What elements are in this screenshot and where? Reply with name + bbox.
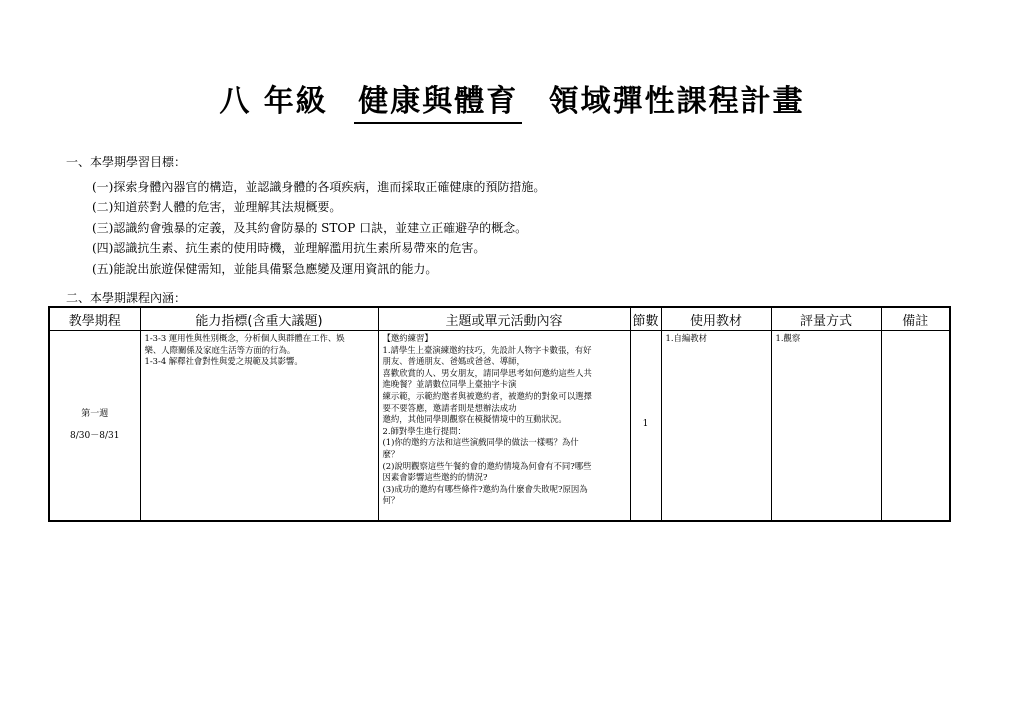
goal-item: (五)能說出旅遊保健需知，並能具備緊急應變及運用資訊的能力。 xyxy=(92,261,438,276)
sessions-cell: 1 xyxy=(630,331,661,521)
activity-line: 喜歡欣賞的人、男女朋友，請同學思考如何邀約這些人共 xyxy=(382,367,592,378)
goal-item: (四)認識抗生素、抗生素的使用時機，並理解濫用抗生素所易帶來的危害。 xyxy=(92,241,486,256)
activity-line: 練示範，示範約邀者與被邀約者，被邀約的對象可以選擇 xyxy=(382,390,592,401)
activity-line: 因素會影響這些邀約的情況? xyxy=(382,472,488,483)
header-assessment: 評量方式 xyxy=(771,307,881,331)
remarks-cell xyxy=(881,331,950,521)
page-title xyxy=(0,76,1024,124)
activity-line: 【邀約練習】 xyxy=(382,333,433,343)
section2-heading: 二、本學期課程內涵： xyxy=(66,291,187,305)
activity-line: 邀約，其他同學則觀察在模擬情境中的互動狀況。 xyxy=(382,414,567,425)
indicator-line: 1-3-4 解釋社會對性與愛之規範及其影響。 xyxy=(144,356,303,367)
indicator-line: 樂、人際關係及家庭生活等方面的行為。 xyxy=(144,344,296,355)
header-period: 教學期程 xyxy=(49,307,140,331)
activity-line: (3)成功的邀約有哪些條件?邀約為什麼會失敗呢?原因為 xyxy=(382,483,588,494)
activity-line: 進晚餐？並請數位同學上臺抽字卡演 xyxy=(382,379,517,390)
week-label: 第一週 xyxy=(81,409,109,420)
activity-line: 要不要答應，邀請者則是想辦法成功 xyxy=(382,402,517,413)
header-materials: 使用教材 xyxy=(661,307,771,331)
goal-item: (三)認識約會強暴的定義，及其約會防暴的 STOP 口訣，並建立正確避孕的概念。 xyxy=(92,220,528,235)
activity-line: 1.請學生上臺演練邀約技巧，先設計人物字卡數張，有好 xyxy=(382,344,592,355)
activity-line: 麼？ xyxy=(382,448,400,459)
indicators-cell xyxy=(140,331,378,521)
learning-goals-list xyxy=(92,177,545,279)
period-cell xyxy=(49,331,140,521)
header-activities: 主題或單元活動內容 xyxy=(378,307,630,331)
table-row xyxy=(49,331,950,521)
assessment-cell: 1.觀察 xyxy=(771,331,881,521)
goal-item: (二)知道菸對人體的危害，並理解其法規概要。 xyxy=(92,200,342,215)
activity-line: 2.師對學生進行提問： xyxy=(382,425,466,436)
header-indicators: 能力指標(含重大議題) xyxy=(140,307,378,331)
title-suffix: 領域彈性課程計畫 xyxy=(548,84,805,119)
activity-line: 何？ xyxy=(382,495,400,506)
header-remarks: 備註 xyxy=(881,307,950,331)
table-header-row xyxy=(49,307,950,331)
title-subject: 健康與體育 xyxy=(354,76,522,124)
materials-cell: 1.自編教材 xyxy=(661,331,771,521)
activity-line: 朋友、普通朋友、爸媽或爸爸、導師， xyxy=(382,356,525,367)
curriculum-table xyxy=(48,306,951,522)
title-grade: 八 年級 xyxy=(219,84,328,119)
header-sessions: 節數 xyxy=(630,307,661,331)
activity-line: (2)說明觀察這些午餐約會的邀約情境為何會有不同?哪些 xyxy=(382,460,592,471)
indicator-line: 1-3-3 運用性與性別概念，分析個人與群體在工作、娛 xyxy=(144,333,345,343)
activities-cell xyxy=(378,331,630,521)
section1-heading: 一、本學期學習目標： xyxy=(66,155,187,169)
activity-line: (1)你的邀約方法和這些演戲同學的做法一樣嗎？為什 xyxy=(382,437,579,448)
goal-item: (一)探索身體內器官的構造，並認識身體的各項疾病，進而採取正確健康的預防措施。 xyxy=(92,180,546,194)
week-dates: 8/30－8/31 xyxy=(70,431,120,442)
